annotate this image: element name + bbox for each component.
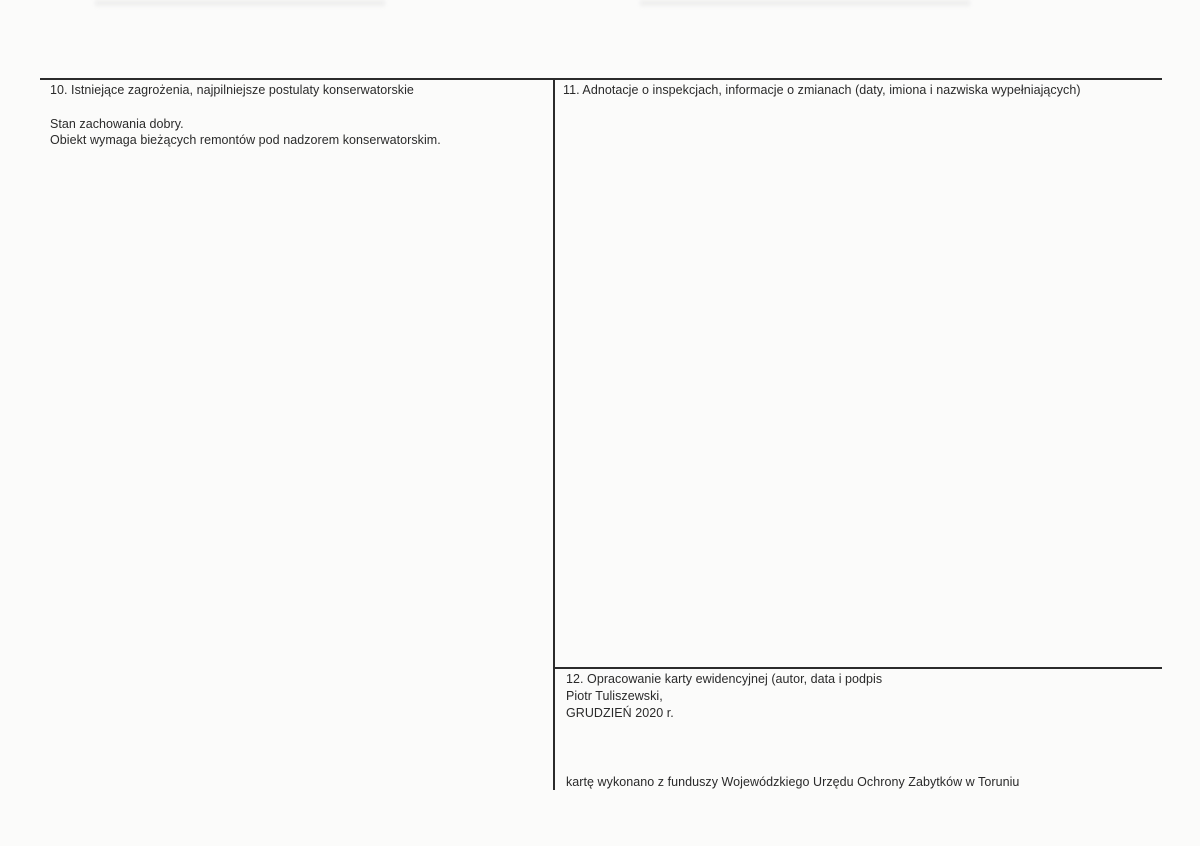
section12-funding-note: kartę wykonano z funduszy Wojewódzkiego Urzędu Ochrony Zabytków w Toruniu: [566, 775, 1020, 789]
section10-recommendation: Obiekt wymaga bieżących remontów pod nadzorem konserwatorskim.: [50, 133, 441, 147]
section10-condition: Stan zachowania dobry.: [50, 117, 184, 131]
scan-artifact-left: [95, 0, 385, 6]
scan-artifact-right: [640, 0, 970, 6]
section12-date: GRUDZIEŃ 2020 r.: [566, 706, 674, 720]
column-divider: [553, 78, 555, 790]
section12-heading: 12. Opracowanie karty ewidencyjnej (autor, data i podpis: [566, 672, 883, 686]
section10-heading: 10. Istniejące zagrożenia, najpilniejsze postulaty konserwatorskie: [50, 83, 414, 97]
section12-rule: [553, 667, 1162, 669]
section12-author: Piotr Tuliszewski,: [566, 689, 663, 703]
top-rule: [40, 78, 1162, 80]
section11-heading: 11. Adnotacje o inspekcjach, informacje o zmianach (daty, imiona i nazwiska wypełniających): [563, 83, 1081, 97]
